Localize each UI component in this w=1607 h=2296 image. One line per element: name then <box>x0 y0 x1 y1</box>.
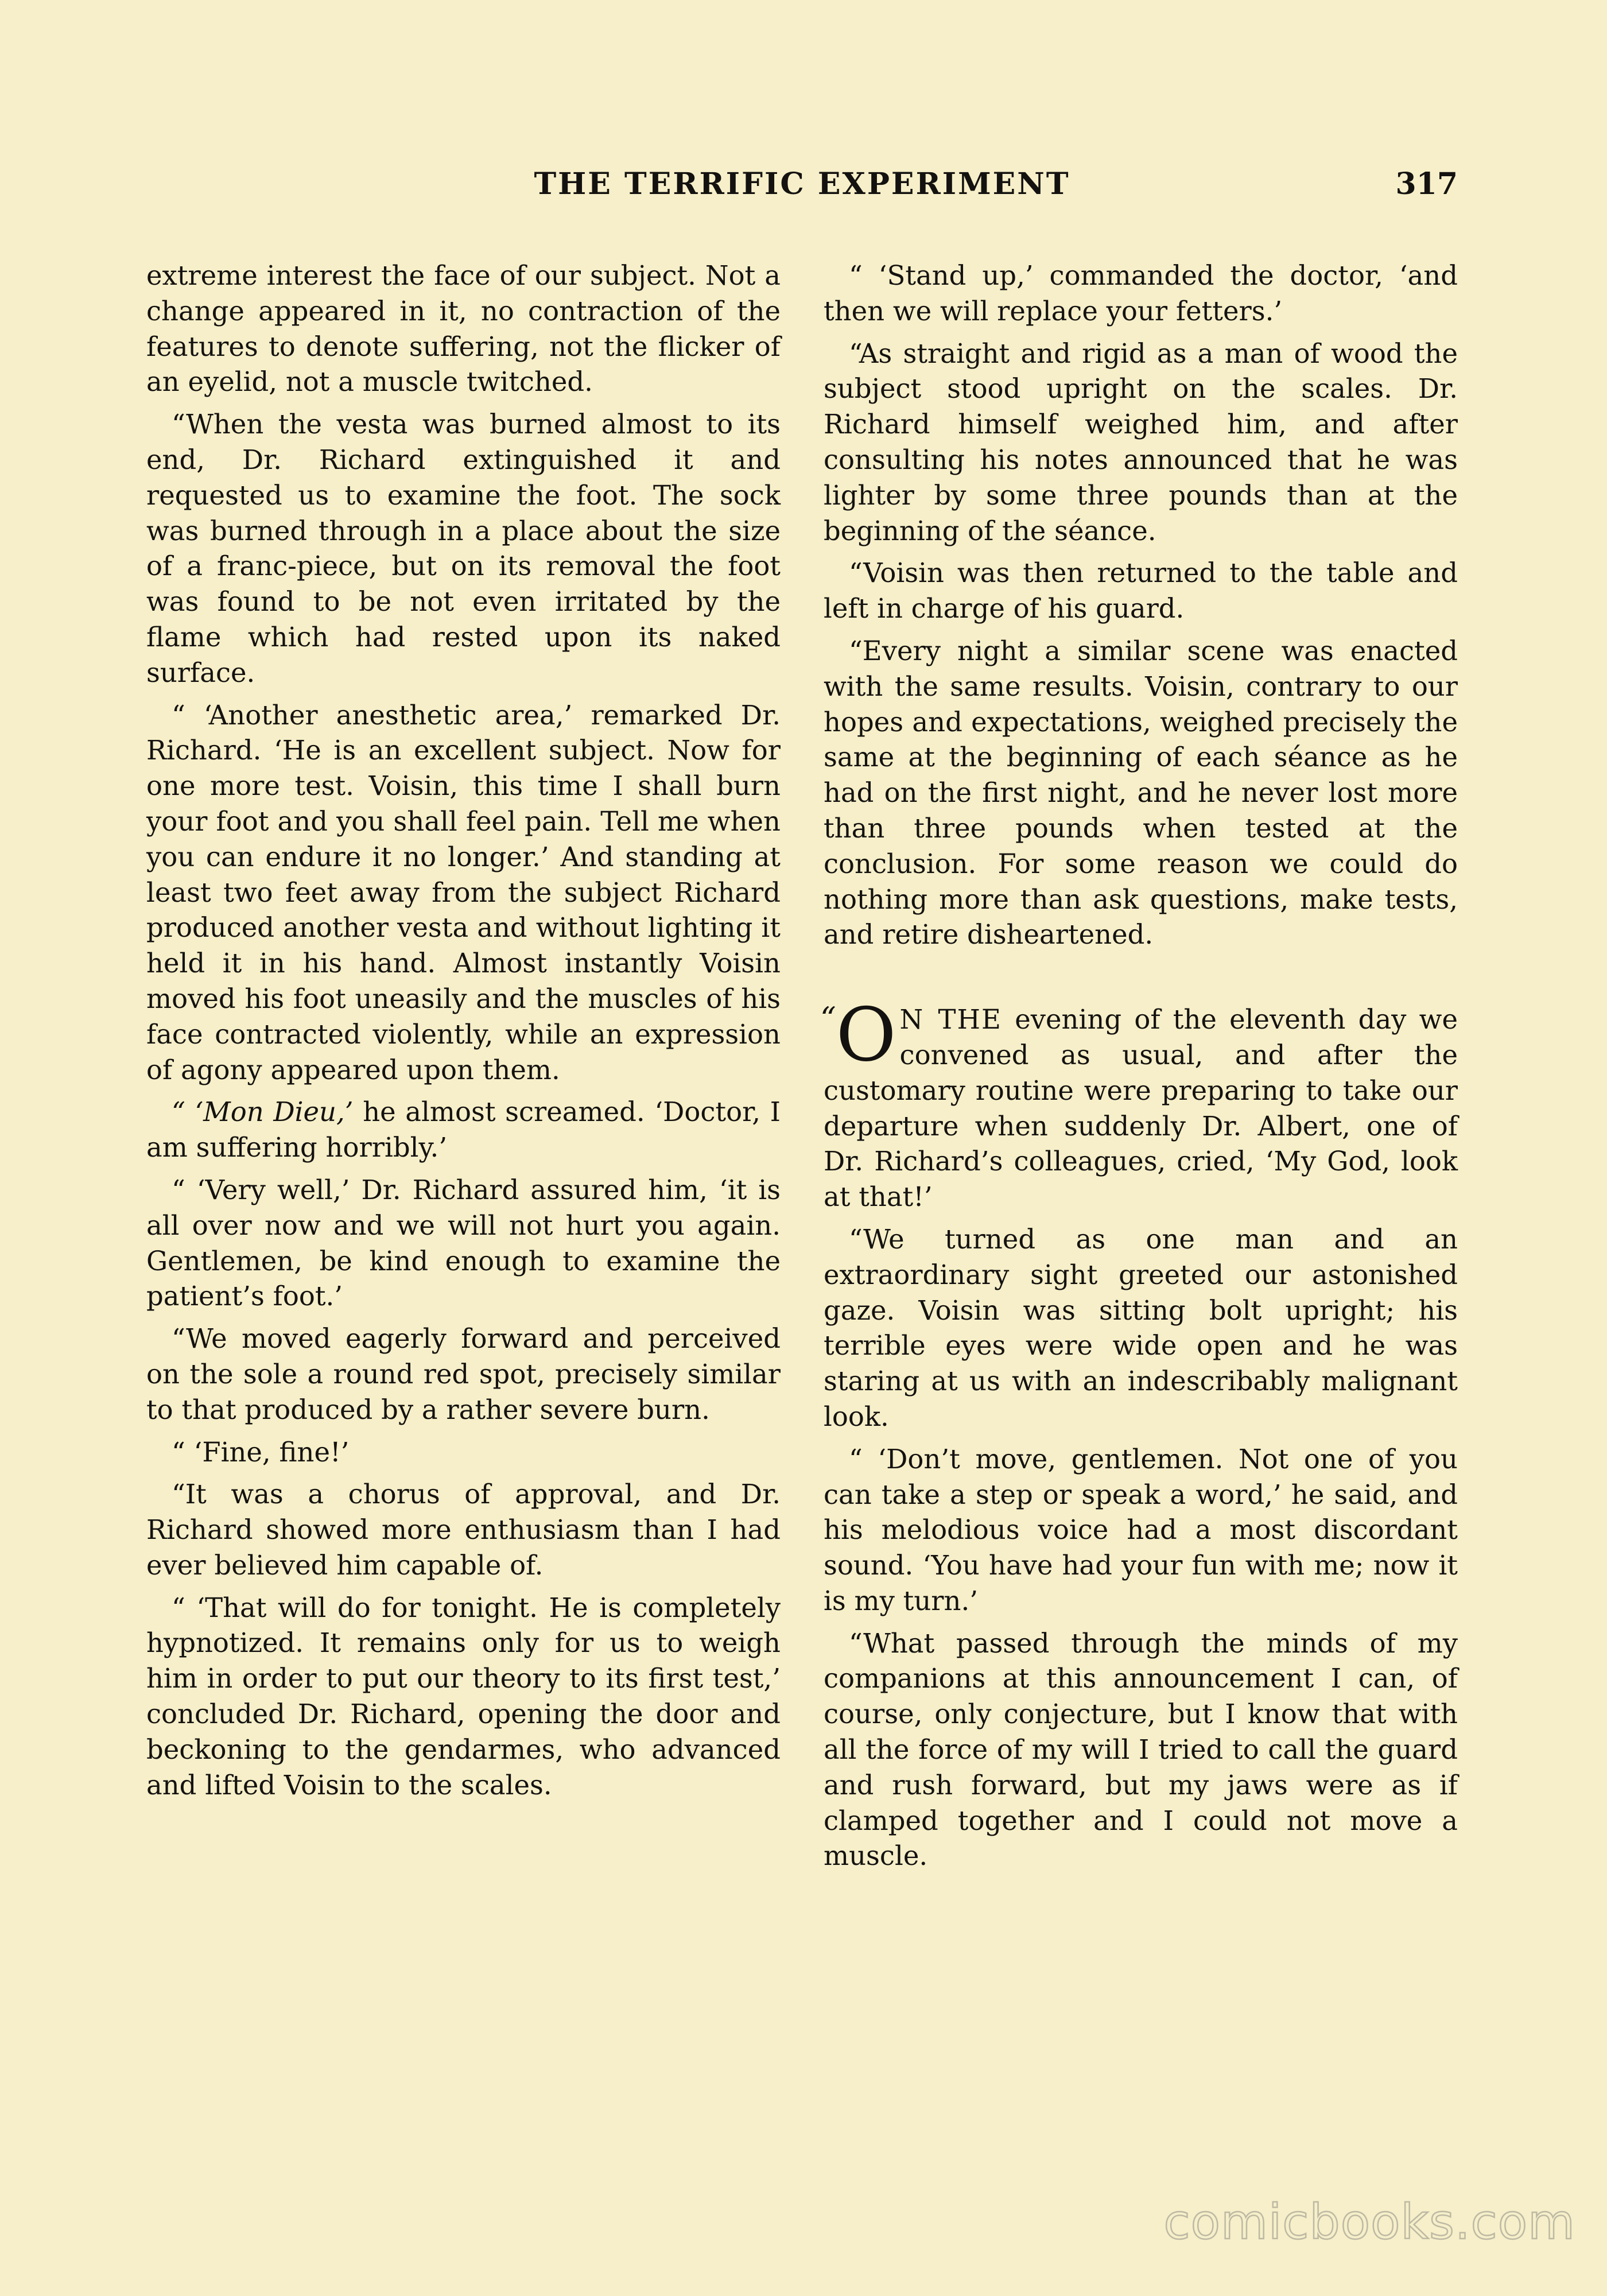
paragraph: “Voisin was then returned to the table and left in charge of his guard. <box>824 557 1458 625</box>
paragraph: “ ‘That will do for tonight. He is completely hypnotized. It remains only for us to weigh him in order to put our theory to its first test,’ concluded Dr. Richard, opening the door and beckoning to the gendarmes, who advanced and lifted Voisin to the scales. <box>146 1592 781 1801</box>
paragraph-text: he almost screamed. ‘Doctor, I am suffering horribly.’ <box>146 1096 781 1163</box>
right-column <box>820 258 1458 1881</box>
paragraph: “It was a chorus of approval, and Dr. Richard showed more enthusiasm than I had ever believed him capable of. <box>146 1479 781 1581</box>
drop-cap-letter: O <box>836 992 896 1079</box>
paragraph: “ ‘Another anesthetic area,’ remarked Dr. Richard. ‘He is an excellent subject. Now for one more test. Voisin, this time I shall burn your foot and you shall feel pain. Tell me when you can endure it no longer.’ And standing at least two feet away from the subject Richard produced another vesta and without lighting it held it in his hand. Almost instantly Voisin moved his foot uneasily and the muscles of his face contracted violently, while an expression of agony appeared upon them. <box>146 699 781 1085</box>
paragraph: “ ‘Fine, fine!’ <box>172 1436 350 1468</box>
paragraph: “We turned as one man and an extraordinary sight greeted our astonished gaze. Voisin was sitting bolt upright; his terrible eyes were wide open and he was staring at us with an indescribably malignant look. <box>824 1223 1458 1432</box>
drop-cap <box>820 992 896 1079</box>
drop-cap-quote: “ <box>820 1000 836 1037</box>
page-number: 317 <box>1395 166 1458 201</box>
paragraph: “Every night a similar scene was enacted with the same results. Voisin, contrary to our hopes and expectations, weighed precisely the same at the beginning of each séance as he had on the first night, and he never lost more than three pounds when tested at the conclusion. For some reason we could do nothing more than ask questions, make tests, and retire disheartened. <box>824 635 1458 951</box>
paragraph: “When the vesta was burned almost to its end, Dr. Richard extinguished it and requested us to examine the foot. The sock was burned through in a place about the size of a franc-piece, but on its removal the foot was found to be not even irritated by the flame which had rested upon its naked surface. <box>146 409 781 688</box>
paragraph: extreme interest the face of our subject. Not a change appeared in it, no contraction of the features to denote suffering, not the flicker of an eyelid, not a muscle twitched. <box>146 260 781 398</box>
paragraph-text: evening of the eleventh day we convened as usual, and after the customary routine were preparing to take our departure when suddenly Dr. Albert, one of Dr. Richard’s colleagues, cried, ‘My God, look at that!’ <box>824 1004 1458 1213</box>
watermark-logo: comicbooks.com <box>1163 2194 1575 2250</box>
paragraph: “ ‘Don’t move, gentlemen. Not one of you can take a step or speak a word,’ he said, and his melodious voice had a most discordant sound. ‘You have had your fun with me; now it is my turn.’ <box>824 1443 1458 1616</box>
section-opening-paragraph <box>820 992 1458 1215</box>
left-column <box>146 258 781 1810</box>
italic-exclamation: “ ‘Mon Dieu,’ <box>172 1096 354 1128</box>
paragraph: “As straight and rigid as a man of wood the subject stood upright on the scales. Dr. Richard himself weighed him, and after consulting his notes announced that he was lighter by some three pounds than at the beginning of the séance. <box>824 338 1458 546</box>
page-header <box>146 166 1458 212</box>
paragraph <box>146 1095 781 1166</box>
paragraph: “ ‘Stand up,’ commanded the doctor, ‘and then we will replace your fetters.’ <box>824 260 1458 327</box>
paragraph: “We moved eagerly forward and perceived on the sole a round red spot, precisely similar to that produced by a rather severe burn. <box>146 1323 781 1425</box>
running-title: THE TERRIFIC EXPERIMENT <box>534 166 1070 201</box>
small-caps-lead: N THE <box>899 1004 1002 1035</box>
paragraph: “ ‘Very well,’ Dr. Richard assured him, ‘it is all over now and we will not hurt you again. Gentlemen, be kind enough to examine the patient’s foot.’ <box>146 1174 781 1312</box>
paragraph: “What passed through the minds of my companions at this announcement I can, of course, only conjecture, but I know that with all the force of my will I tried to call the guard and rush forward, but my jaws were as if clamped together and I could not move a muscle. <box>824 1627 1458 1872</box>
